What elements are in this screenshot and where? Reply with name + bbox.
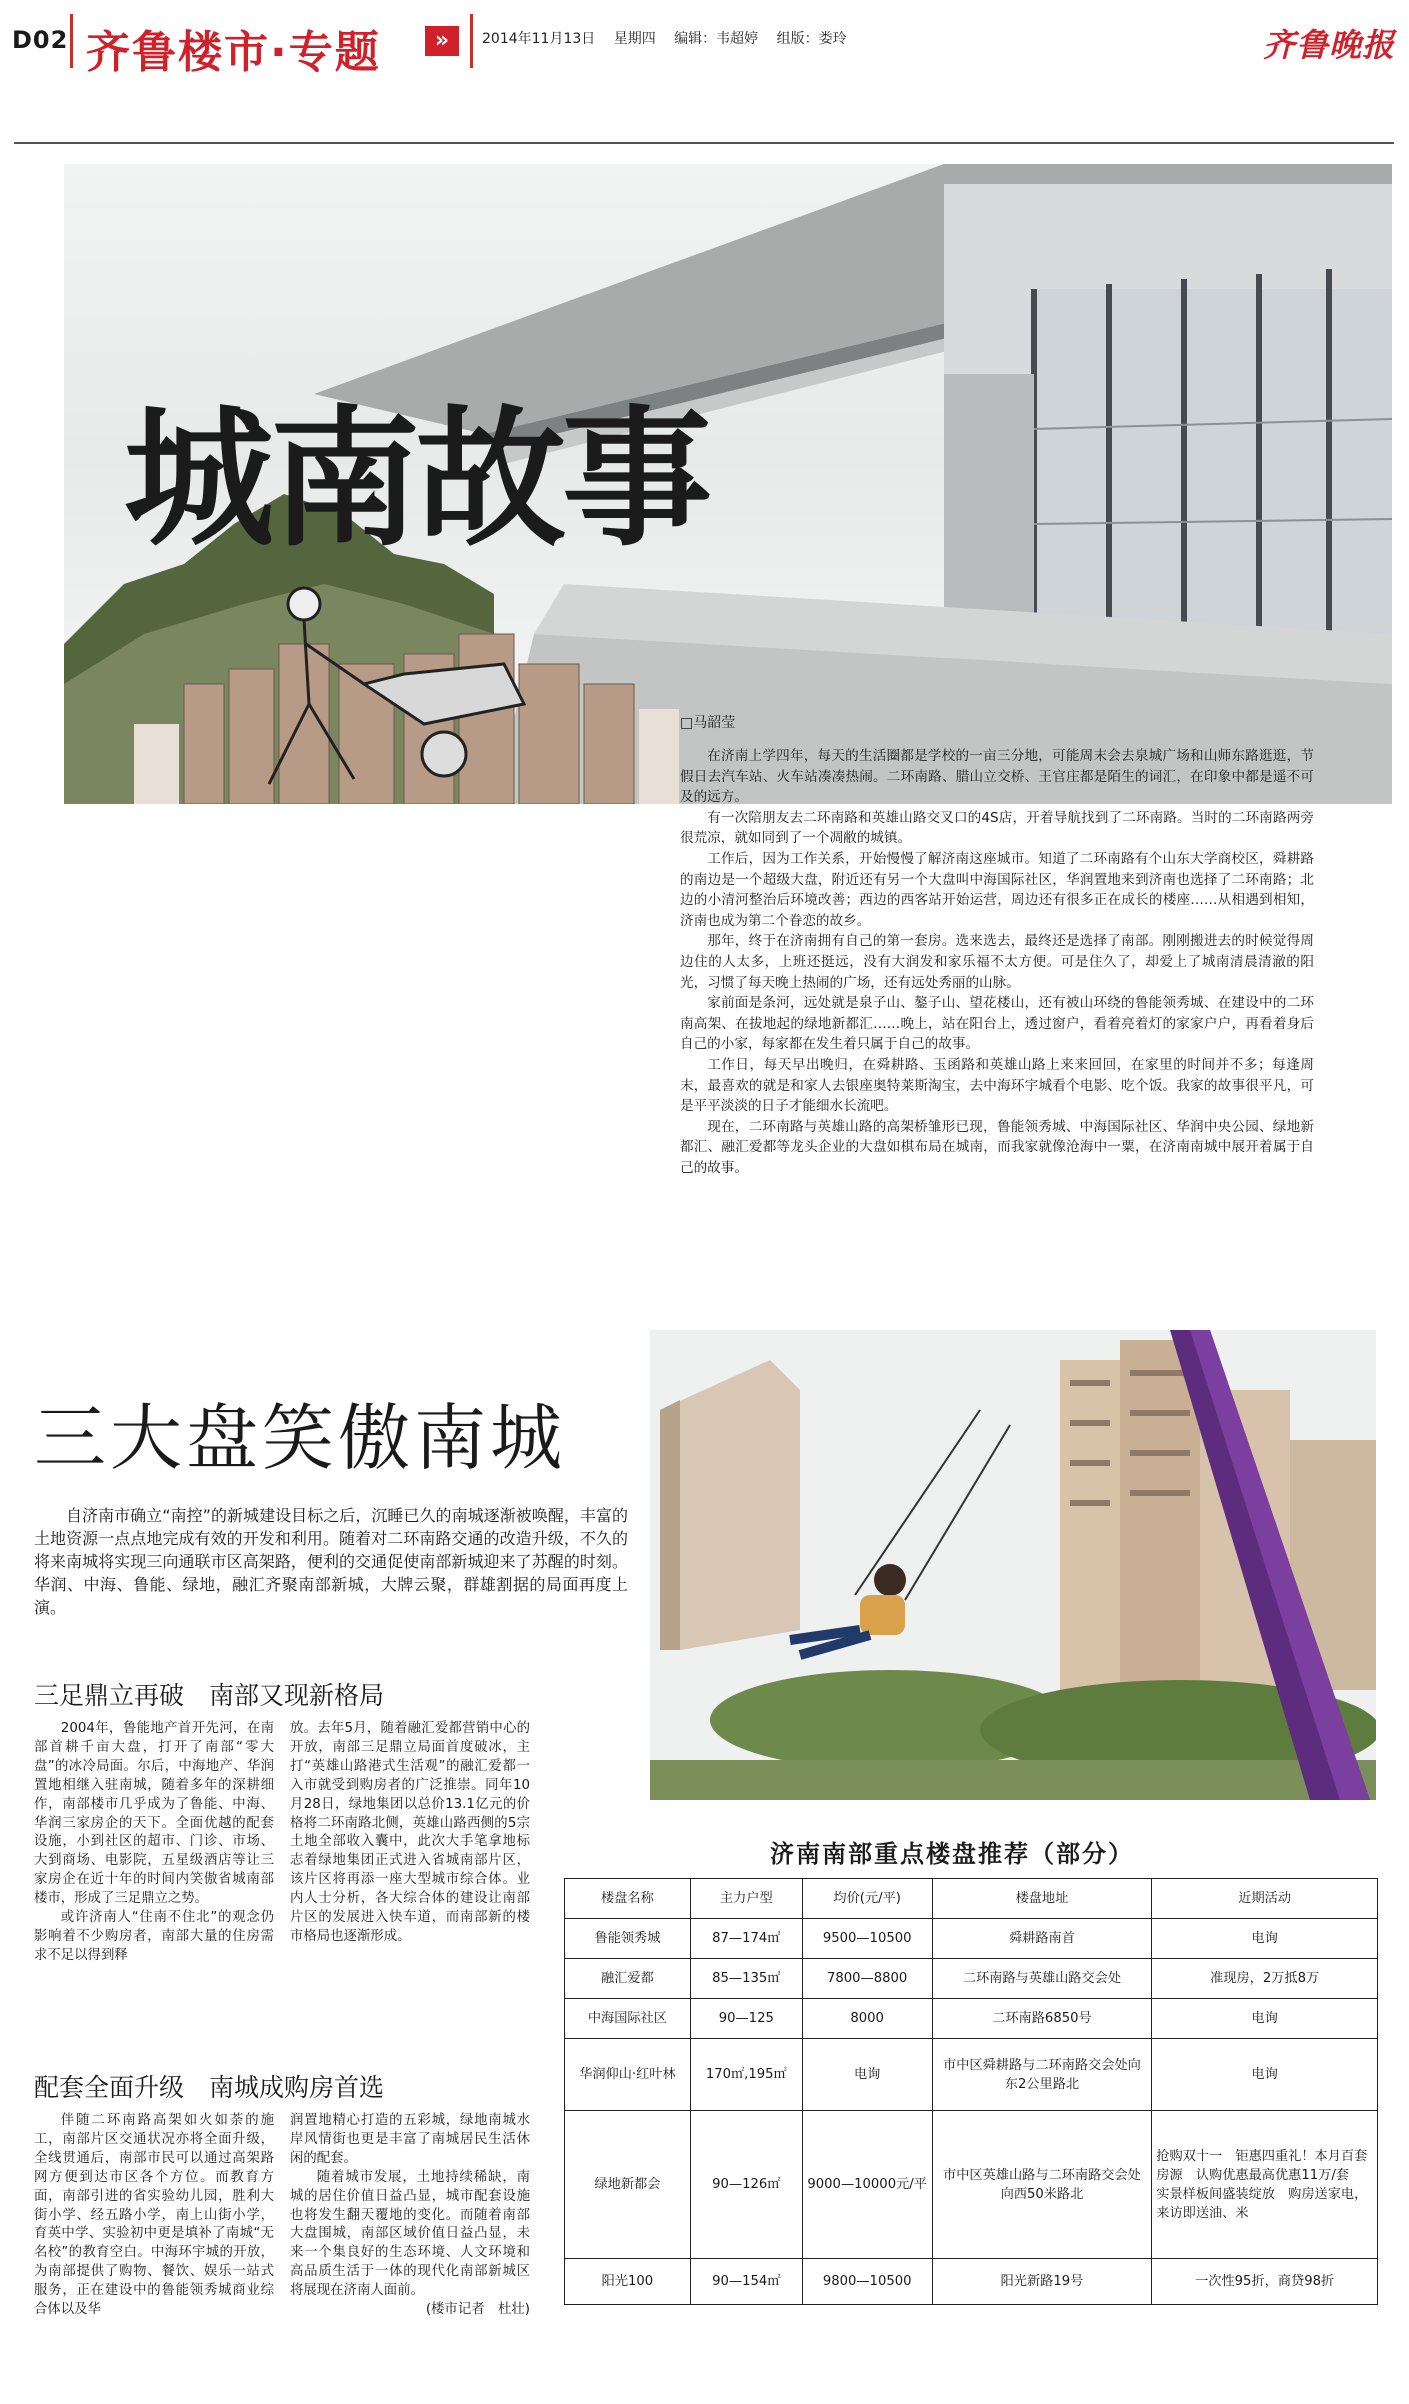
subheading: 三足鼎立再破 南部又现新格局 (34, 1681, 385, 1710)
header-rule (14, 142, 1394, 144)
article-lead (34, 1504, 628, 1619)
feature-title: 城南故事 (124, 391, 709, 567)
column-header: 楼盘地址 (932, 1879, 1152, 1919)
photo-artwork (650, 1330, 1376, 1800)
text-column (290, 2112, 530, 2320)
article-paragraph: 随着城市发展，土地持续稀缺，南城的居住价值日益凸显，城市配套设施也将发生翻天覆地的变化。而随着南部大盘围城，南部区域价值日益凸显，未来一个集良好的生态环境、人文环境和高品质生活于一体的现代化南部新城区将展现在济南人面前。 (290, 2169, 530, 2299)
article-paragraph: 2004年，鲁能地产首开先河，在南部首耕千亩大盘，打开了南部“零大盘”的冰冷局面。尔后，中海地产、华润置地相继入驻南城，随着多年的深耕细作，南部楼市几乎成为了鲁能、中海、华润三家房企的天下。全面优越的配套设施，小到社区的超市、门诊、市场、大到商场、电影院，五星级酒店等让三家房企在近十年的时间内笑傲省城南部楼市，形成了三足鼎立之势。 (34, 1721, 274, 1907)
text-column (290, 1720, 530, 1947)
reporter-credit: (楼市记者 杜壮) (425, 2302, 530, 2318)
table-cell: 阳光100 (565, 2259, 691, 2305)
table-cell: 二环南路与英雄山路交会处 (932, 1959, 1152, 1999)
header-divider (70, 14, 73, 68)
feature-article (680, 746, 1314, 1178)
table-cell: 电询 (1152, 2039, 1378, 2111)
table-cell: 电询 (1152, 1999, 1378, 2039)
article-paragraph: 润置地精心打造的五彩城，绿地南城水岸风情街也更是丰富了南城居民生活休闲的配套。 (290, 2113, 530, 2166)
table-cell: 融汇爱都 (565, 1959, 691, 1999)
hero-illustration (64, 164, 1392, 804)
column-header: 主力户型 (690, 1879, 802, 1919)
table-cell: 绿地新都会 (565, 2111, 691, 2259)
article-paragraph: 伴随二环南路高架如火如荼的施工，南部片区交通状况亦将全面升级，全线贯通后，南部市民可以通过高架路网方便到达市区各个方位。而教育方面，南部引进的省实验幼儿园，胜利大街小学、经五路小学，南上山街小学，育英中学、实验初中更是填补了南城“无名校”的教育空白。中海环宇城的开放，为南部提供了购物、餐饮、娱乐一站式服务，正在建设中的鲁能领秀城商业综合体以及华 (34, 2113, 274, 2318)
layout-credit: 组版：娄玲 (776, 31, 847, 47)
text-column (34, 1720, 274, 1966)
article-headline: 三大盘笑傲南城 (34, 1396, 567, 1480)
table-cell: 87—174㎡ (690, 1919, 802, 1959)
table-cell: 鲁能领秀城 (565, 1919, 691, 1959)
table-row (565, 1999, 1378, 2039)
page-number: D02 (12, 26, 69, 54)
subheading: 配套全面升级 南城成购房首选 (34, 2073, 385, 2102)
table-cell: 一次性95折，商贷98折 (1152, 2259, 1378, 2305)
lead-paragraph: 自济南市确立“南控”的新城建设目标之后，沉睡已久的南城逐渐被唤醒，丰富的土地资源一点点地完成有效的开发和利用。随着对二环南路交通的改造升级，不久的将来南城将实现三向通联市区高架路，便利的交通促使南部新城迎来了苏醒的时刻。华润、中海、鲁能、绿地，融汇齐聚南部新城，大牌云聚，群雄割据的局面再度上演。 (34, 1506, 628, 1617)
table-cell: 9500—10500 (802, 1919, 932, 1959)
table-cell: 90—126㎡ (690, 2111, 802, 2259)
table-cell: 电询 (1152, 1919, 1378, 1959)
article-paragraph: 放。去年5月，随着融汇爱都营销中心的开放，南部三足鼎立局面首度破冰，主打“英雄山路港式生活观”的融汇爱都一入市就受到购房者的广泛推崇。同年10月28日，绿地集团以总价13.1亿元的价格将二环南路北侧，英雄山路西侧的5宗土地全部收入囊中，此次大手笔拿地标志着绿地集团正式进入省城南部片区，该片区将再添一座大型城市综合体。业内人士分析，各大综合体的建设让南部片区的发展进入快车道，而南部新的楼市格局也逐渐形成。 (290, 1721, 530, 1944)
table-cell: 二环南路6850号 (932, 1999, 1152, 2039)
table-cell: 舜耕路南首 (932, 1919, 1152, 1959)
table-cell: 阳光新路19号 (932, 2259, 1152, 2305)
playground-photo (650, 1330, 1376, 1800)
table-cell: 市中区舜耕路与二环南路交会处向东2公里路北 (932, 2039, 1152, 2111)
table-header-row (565, 1879, 1378, 1919)
table-cell: 90—154㎡ (690, 2259, 802, 2305)
table-cell: 85—135㎡ (690, 1959, 802, 1999)
table-cell: 9000—10000元/平 (802, 2111, 932, 2259)
article-paragraph: 那年，终于在济南拥有自己的第一套房。选来选去，最终还是选择了南部。刚刚搬进去的时候觉得周边住的人太多，上班还挺远，没有大润发和家乐福不太方便。可是住久了，却爱上了城南清晨清澈的阳光，习惯了每天晚上热闹的广场，还有远处秀丽的山脉。 (680, 933, 1314, 991)
table-row (565, 2259, 1378, 2305)
article-byline: □马韶莹 (680, 715, 736, 731)
table-cell: 市中区英雄山路与二环南路交会处向西50米路北 (932, 2111, 1152, 2259)
editor-credit: 编辑：韦超婷 (674, 31, 759, 47)
table-cell: 抢购双十一 钜惠四重礼！本月百套房源 认购优惠最高优惠11万/套 实景样板间盛装绽放 购房送家电，来访即送油、米 (1152, 2111, 1378, 2259)
column-header: 楼盘名称 (565, 1879, 691, 1919)
column-header: 近期活动 (1152, 1879, 1378, 1919)
property-table (564, 1878, 1378, 2305)
table-cell: 华润仰山·红叶林 (565, 2039, 691, 2111)
article-paragraph: 在济南上学四年，每天的生活圈都是学校的一亩三分地，可能周末会去泉城广场和山师东路逛逛，节假日去汽车站、火车站凑凑热闹。二环南路、腊山立交桥、王官庄都是陌生的词汇，在印象中都是遥不可及的远方。 (680, 748, 1314, 806)
page-header (0, 0, 1409, 80)
article-paragraph: 工作日，每天早出晚归，在舜耕路、玉函路和英雄山路上来来回回，在家里的时间并不多；每逢周末，最喜欢的就是和家人去银座奥特莱斯淘宝，去中海环宇城看个电影、吃个饭。我家的故事很平凡，可是平平淡淡的日子才能细水长流吧。 (680, 1056, 1314, 1115)
newspaper-logo: 齐鲁晚报 (1262, 26, 1395, 64)
table-row (565, 1959, 1378, 1999)
table-cell: 9800—10500 (802, 2259, 932, 2305)
column-header: 均价(元/平) (802, 1879, 932, 1919)
table-cell: 170㎡,195㎡ (690, 2039, 802, 2111)
article-paragraph: 或许济南人“住南不住北”的观念仍影响着不少购房者，南部大量的住房需求不足以得到释 (34, 1910, 274, 1963)
article-paragraph: 现在，二环南路与英雄山路的高架桥雏形已现，鲁能领秀城、中海国际社区、华润中央公园、绿地新都汇、融汇爱都等龙头企业的大盘如棋布局在城南，而我家就像沧海中一粟，在济南南城中展开着属于自己的故事。 (680, 1118, 1314, 1176)
table-title: 济南南部重点楼盘推荐（部分） (770, 1840, 1134, 1868)
article-paragraph: 有一次陪朋友去二环南路和英雄山路交叉口的4S店，开着导航找到了二环南路。当时的二环南路两旁很荒凉，就如同到了一个凋敝的城镇。 (680, 809, 1314, 847)
table-row (565, 1919, 1378, 1959)
table-row (565, 2039, 1378, 2111)
double-arrow-icon: » (425, 26, 459, 56)
table-cell: 中海国际社区 (565, 1999, 691, 2039)
issue-date: 2014年11月13日 (482, 31, 596, 47)
table-row (565, 2111, 1378, 2259)
table-cell: 电询 (802, 2039, 932, 2111)
section-title: 齐鲁楼市·专题 (86, 27, 381, 78)
article-paragraph: 工作后，因为工作关系，开始慢慢了解济南这座城市。知道了二环南路有个山东大学商校区，舜耕路的南边是一个超级大盘，附近还有另一个大盘叫中海国际社区，华润置地来到济南也选择了二环南路；北边的小清河整治后环境改善；西边的西客站开始运营，周边还有很多正在成长的楼座……从相遇到相知，济南也成为第二个眷恋的故乡。 (680, 850, 1314, 929)
issue-weekday: 星期四 (613, 31, 656, 47)
table-cell: 90—125 (690, 1999, 802, 2039)
header-divider (470, 14, 473, 68)
article-paragraph: 家前面是条河，远处就是泉子山、鏊子山、望花楼山，还有被山环绕的鲁能领秀城、在建设中的二环南高架、在拔地起的绿地新都汇……晚上，站在阳台上，透过窗户，看着亮着灯的家家户户，再看着身后自己的小家，每家都在发生着只属于自己的故事。 (680, 995, 1314, 1053)
table-cell: 准现房，2万抵8万 (1152, 1959, 1378, 1999)
text-column (34, 2112, 274, 2320)
issue-meta (482, 28, 861, 48)
table-cell: 8000 (802, 1999, 932, 2039)
table-cell: 7800—8800 (802, 1959, 932, 1999)
